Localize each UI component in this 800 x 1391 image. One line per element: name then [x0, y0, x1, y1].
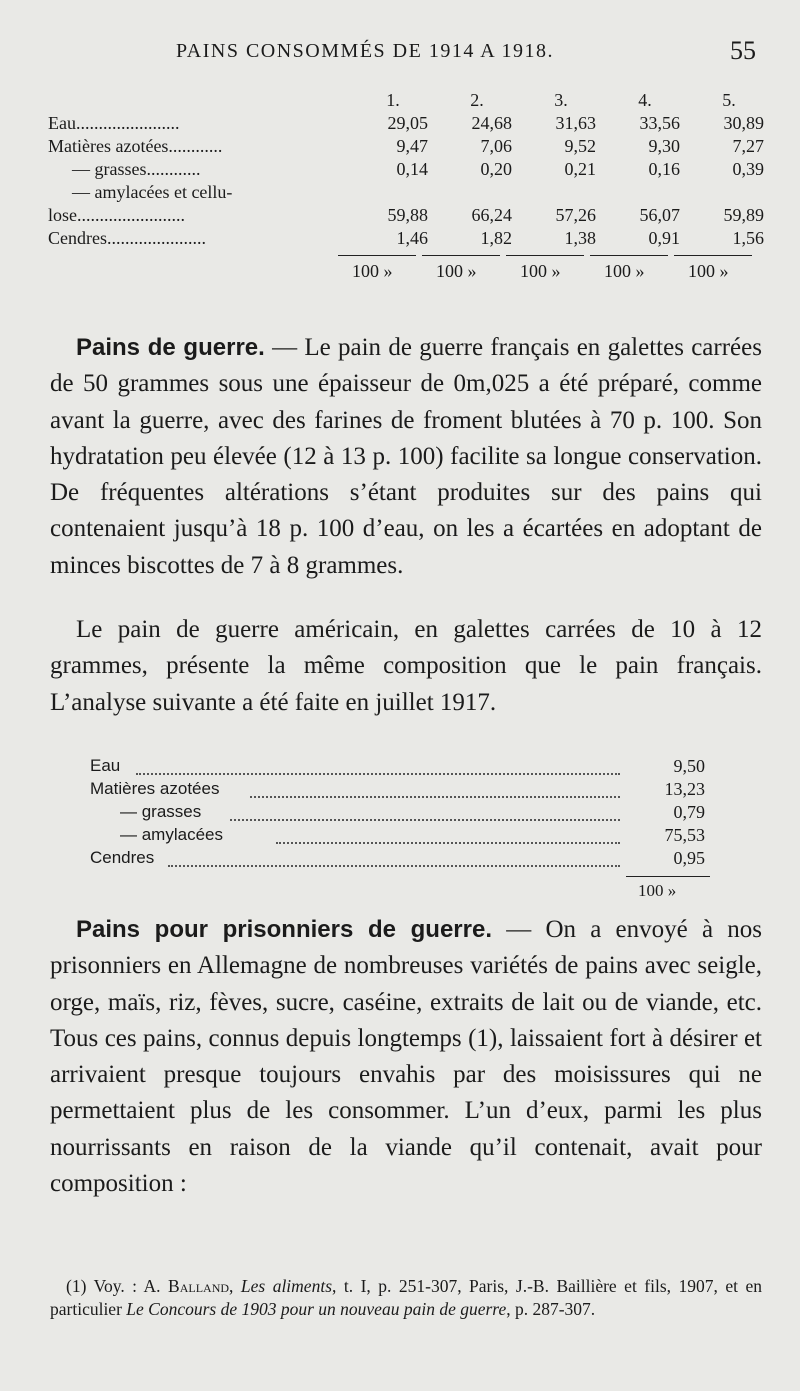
total-cell: 100 » [638, 881, 677, 900]
table-cell: 0,21 [564, 159, 596, 179]
total-cell: 100 » [520, 261, 561, 281]
row-label: — grasses [120, 802, 202, 821]
column-header: 4. [638, 90, 652, 110]
row-label: Cendres...................... [48, 228, 206, 248]
table-cell: 66,24 [471, 205, 512, 225]
row-label: Cendres [90, 848, 155, 867]
composition-table-2 [90, 756, 710, 905]
column-header: 3. [554, 90, 568, 110]
paragraph-text: — Le pain de guerre français en galettes carrées de 50 grammes sous une épaisseur de 0m,025 a été préparé, comme avant la guerre, avec des farines de froment blutées à 70 p. 100. Son hydratation peu élevée (12 à 13 p. 100) facilite sa longue conservation. De fréquentes altérations s’étant produites sur des pains qui contenaient jusqu’à 18 p. 100 d’eau, on les a écartées en adoptant de minces biscottes de 7 à 8 grammes. [50, 334, 762, 579]
footnote-text-part: , t. I, p. 251-307, Paris, J.-B. Baillière et fils, 1907, et en particulier [50, 1276, 762, 1319]
dot-leader [250, 779, 620, 798]
paragraph: Le pain de guerre américain, en galettes carrées de 10 à 12 grammes, présente la même composition que le pain français. L’analyse suivante a été faite en juillet 1917. [50, 616, 762, 716]
column-header: 1. [386, 90, 400, 110]
row-label: — grasses............ [72, 159, 201, 179]
table-cell: 1,56 [732, 228, 764, 248]
table-cell: 33,56 [639, 113, 680, 133]
running-title: PAINS CONSOMMÉS DE 1914 A 1918. [176, 40, 555, 62]
footnote-text [50, 1275, 762, 1321]
footnote [50, 1275, 762, 1321]
sum-rule [674, 255, 752, 256]
table-cell: 24,68 [471, 113, 512, 133]
sum-rule [590, 255, 668, 256]
section-pains-de-guerre [50, 330, 762, 584]
table-cell: 9,52 [564, 136, 596, 156]
footnote-author: Balland [168, 1276, 230, 1296]
table-total-row [90, 871, 710, 905]
table-cell: 1,82 [480, 228, 512, 248]
sum-rule [338, 255, 416, 256]
row-label: Matières azotées............ [48, 136, 223, 156]
sum-rule [506, 255, 584, 256]
table-row [48, 182, 768, 205]
paragraph [50, 330, 762, 584]
dot-leader [276, 825, 620, 844]
table-cell: 13,23 [664, 779, 705, 799]
table-cell: 0,39 [732, 159, 764, 179]
table-row [90, 779, 710, 802]
table-total-row [48, 251, 768, 285]
section-heading: Pains de guerre. [76, 334, 265, 361]
table-cell: 56,07 [639, 205, 680, 225]
footnote-text-part: , [229, 1276, 241, 1296]
total-cell: 100 » [604, 261, 645, 281]
section-pain-americain [50, 612, 762, 721]
paragraph [50, 912, 762, 1202]
table-row [90, 802, 710, 825]
dot-leader [136, 756, 620, 775]
table-row [90, 756, 710, 779]
table-row [90, 848, 710, 871]
table-header-row [48, 90, 768, 113]
table-row [48, 136, 768, 159]
table-cell: 57,26 [555, 205, 596, 225]
table-cell: 31,63 [555, 113, 596, 133]
row-label: lose........................ [48, 205, 185, 225]
table-row [48, 205, 768, 228]
table-cell: 29,05 [387, 113, 428, 133]
table-cell: 9,50 [673, 756, 705, 776]
section-prisonniers [50, 912, 762, 1202]
table-cell: 59,89 [723, 205, 764, 225]
table-cell: 7,27 [732, 136, 764, 156]
dot-leader [230, 802, 620, 821]
row-label: Matières azotées [90, 779, 220, 798]
table-cell: 30,89 [723, 113, 764, 133]
row-label: Eau....................... [48, 113, 180, 133]
table-cell: 0,95 [673, 848, 705, 868]
column-header: 2. [470, 90, 484, 110]
table-cell: 7,06 [480, 136, 512, 156]
footnote-marker: (1) Voy. : A. [66, 1276, 169, 1296]
table-cell: 0,16 [648, 159, 680, 179]
table-cell: 0,14 [396, 159, 428, 179]
total-cell: 100 » [688, 261, 729, 281]
table-row [48, 228, 768, 251]
table-cell: 59,88 [387, 205, 428, 225]
composition-table-1 [48, 90, 768, 285]
total-cell: 100 » [352, 261, 393, 281]
table-cell: 1,46 [396, 228, 428, 248]
table-cell: 9,47 [396, 136, 428, 156]
table-cell: 0,20 [480, 159, 512, 179]
table-cell: 9,30 [648, 136, 680, 156]
table-row [48, 113, 768, 136]
table-row [90, 825, 710, 848]
footnote-work-title: Le Concours de 1903 pour un nouveau pain de guerre [126, 1299, 507, 1319]
dot-leader [168, 848, 620, 867]
paragraph-text: — On a envoyé à nos prisonniers en Allemagne de nombreuses variétés de pains avec seigle, orge, maïs, riz, fèves, sucre, caséine, extraits de lait ou de viande, etc. Tous ces pains, connus depuis longtemps (1), laissaient fort à désirer et arrivaient presque toujours envahis par des moisissures qui ne permettaient plus de les consommer. L’un d’eux, parmi les plus nourrissants en raison de la viande qu’il contenait, avait pour composition : [50, 916, 763, 1198]
footnote-work-title: Les aliments [240, 1276, 332, 1296]
section-heading: Pains pour prisonniers de guerre. [76, 916, 492, 943]
table-cell: 75,53 [664, 825, 705, 845]
table-cell: 0,79 [673, 802, 705, 822]
footnote-text-part: , p. 287-307. [506, 1299, 596, 1319]
table-cell: 0,91 [648, 228, 680, 248]
sum-rule [626, 876, 710, 877]
column-header: 5. [722, 90, 736, 110]
row-label: — amylacées et cellu- [72, 182, 233, 202]
total-cell: 100 » [436, 261, 477, 281]
row-label: Eau [90, 756, 121, 775]
table-row [48, 159, 768, 182]
row-label: — amylacées [120, 825, 223, 844]
running-header [0, 36, 800, 70]
sum-rule [422, 255, 500, 256]
page-number: 55 [730, 36, 756, 65]
table-cell: 1,38 [564, 228, 596, 248]
